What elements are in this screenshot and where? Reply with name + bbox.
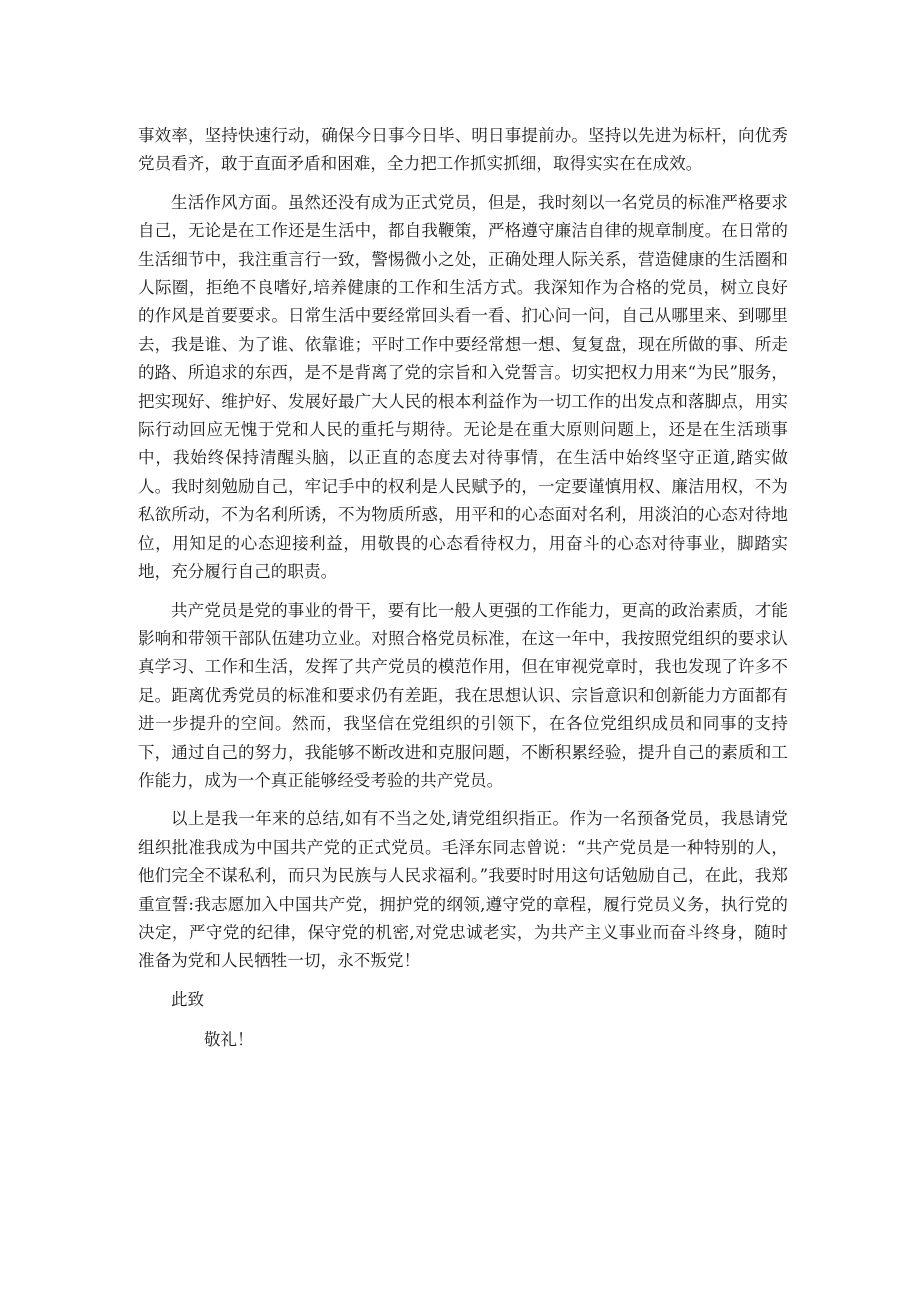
paragraph-oath: 以上是我一年来的总结,如有不当之处,请党组织指正。作为一名预备党员，我恳请党组织批准我成为中国共产党的正式党员。毛泽东同志曾说：“共产党员是一种特别的人，他们完全不谋私利，而只为民族与人民求福利。”我要时时用这句话勉励自己，在此，我郑重宣誓:我志愿加入中国共产党，拥护党的纲领,遵守党的章程，履行党员义务，执行党的决定，严守党的纪律，保守党的机密,对党忠诚老实，为共产主义事业而奋斗终身，随时准备为党和人民牺牲一切，永不叛党！ bbox=[138, 809, 788, 971]
closing-regards: 敬礼！ bbox=[204, 1030, 254, 1050]
document-page bbox=[138, 122, 788, 1055]
paragraph-work-efficiency: 事效率，坚持快速行动，确保今日事今日毕、明日事提前办。坚持以先进为标杆，向优秀党员看齐，敢于直面矛盾和困难，全力把工作抓实抓细，取得实实在在成效。 bbox=[138, 126, 788, 174]
paragraph-life-style: 生活作风方面。虽然还没有成为正式党员，但是，我时刻以一名党员的标准严格要求自己，无论是在工作还是生活中，都自我鞭策，严格遵守廉洁自律的规章制度。在日常的生活细节中，我注重言行一致，警惕微小之处，正确处理人际关系，营造健康的生活圈和人际圈，拒绝不良嗜好,培养健康的工作和生活方式。我深知作为合格的党员，树立良好的作风是首要要求。日常生活中要经常回头看一看、扪心问一问，自己从哪里来、到哪里去，我是谁、为了谁、依靠谁；平时工作中要经常想一想、复复盘，现在所做的事、所走的路、所追求的东西，是不是背离了党的宗旨和入党誓言。切实把权力用来“为民”服务，把实现好、维护好、发展好最广大人民的根本利益作为一切工作的出发点和落脚点，用实际行动回应无愧于党和人民的重托与期待。无论是在重大原则问题上，还是在生活琐事中，我始终保持清醒头脑，以正直的态度去对待事情，在生活中始终坚守正道,踏实做人。我时刻勉励自己，牢记手中的权利是人民赋予的，一定要谨慎用权、廉洁用权，不为私欲所动，不为名利所诱，不为物质所惑，用平和的心态面对名利，用淡泊的心态对待地位，用知足的心态迎接利益，用敬畏的心态看待权力，用奋斗的心态对待事业，脚踏实地，充分履行自己的职责。 bbox=[138, 192, 788, 582]
paragraph-shortcomings: 共产党员是党的事业的骨干，要有比一般人更强的工作能力，更高的政治素质，才能影响和带领干部队伍建功立业。对照合格党员标准，在这一年中，我按照党组织的要求认真学习、工作和生活，发挥了共产党员的模范作用，但在审视党章时，我也发现了许多不足。距离优秀党员的标准和要求仍有差距，我在思想认识、宗旨意识和创新能力方面都有进一步提升的空间。然而，我坚信在党组织的引领下，在各位党组织成员和同事的支持下，通过自己的努力，我能够不断改进和克服问题，不断积累经验，提升自己的素质和工作能力，成为一个真正能够经受考验的共产党员。 bbox=[138, 600, 788, 790]
closing-salutation: 此致 bbox=[171, 989, 204, 1009]
